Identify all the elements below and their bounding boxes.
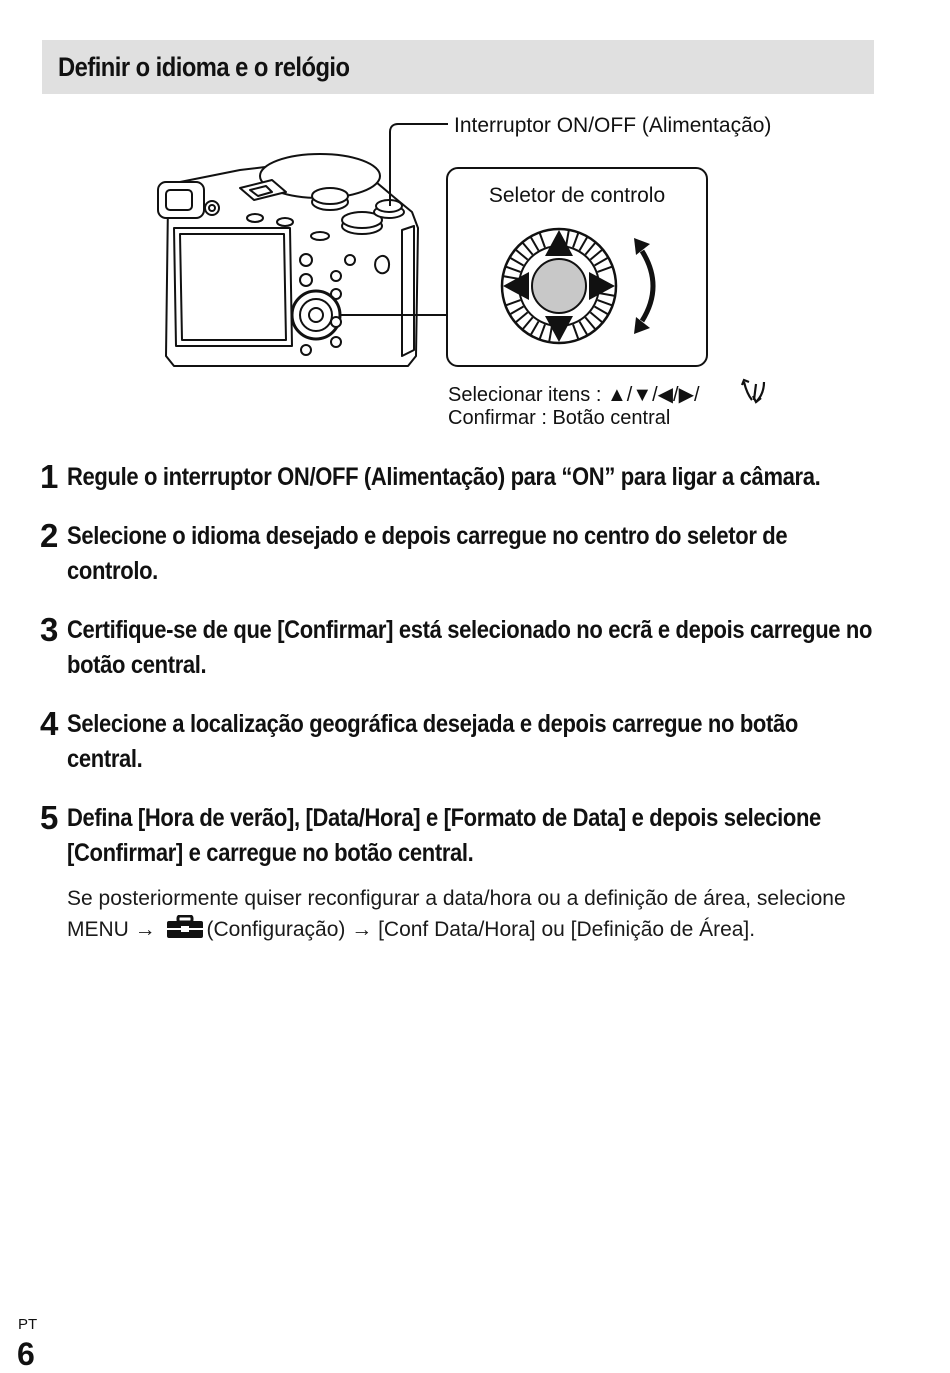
page-number: 6 [17, 1336, 35, 1372]
control-dial-box [446, 167, 708, 367]
step-item [40, 519, 890, 589]
step-text: Selecione a localização geográfica desejada e depois carregue no botão central. [67, 710, 798, 773]
step-item [40, 613, 890, 683]
select-items-caption: Selecionar itens : ▲/▼/◀/▶/ [448, 384, 700, 406]
step-item [40, 707, 890, 777]
step-text: Selecione o idioma desejado e depois carregue no centro do seletor de controlo. [67, 522, 788, 585]
step-item [40, 801, 890, 948]
step-number: 5 [40, 799, 58, 836]
note-text-end: (Configuração) → [Conf Data/Hora] ou [Definição de Área]. [206, 918, 756, 941]
language-code: PT [18, 1316, 38, 1333]
step-text: Defina [Hora de verão], [Data/Hora] e [Formato de Data] e depois selecione [Confirmar] e carregue no botão central. [67, 804, 821, 867]
step-number: 3 [40, 611, 58, 648]
step-note [67, 883, 847, 948]
step-number: 4 [40, 705, 58, 742]
step-number: 1 [40, 458, 58, 495]
toolbox-icon [166, 915, 204, 948]
step-list [40, 460, 890, 948]
step-text: Certifique-se de que [Confirmar] está selecionado no ecrã e depois carregue no botão central. [67, 616, 873, 679]
step-text: Regule o interruptor ON/OFF (Alimentação) para “ON” para ligar a câmara. [67, 463, 821, 491]
page-title: Definir o idioma e o relógio [58, 51, 350, 82]
control-dial-label: Seletor de controlo [488, 184, 666, 207]
step-item [40, 460, 890, 495]
note-text-start: Se posteriormente quiser reconfigurar a data/hora ou a definição de área, selecione MENU → [67, 887, 846, 941]
confirm-caption: Confirmar : Botão central [448, 407, 671, 429]
step-number: 2 [40, 517, 58, 554]
camera-illustration [140, 110, 840, 440]
power-switch-label: Interruptor ON/OFF (Alimentação) [454, 114, 772, 137]
section-header [42, 40, 874, 94]
